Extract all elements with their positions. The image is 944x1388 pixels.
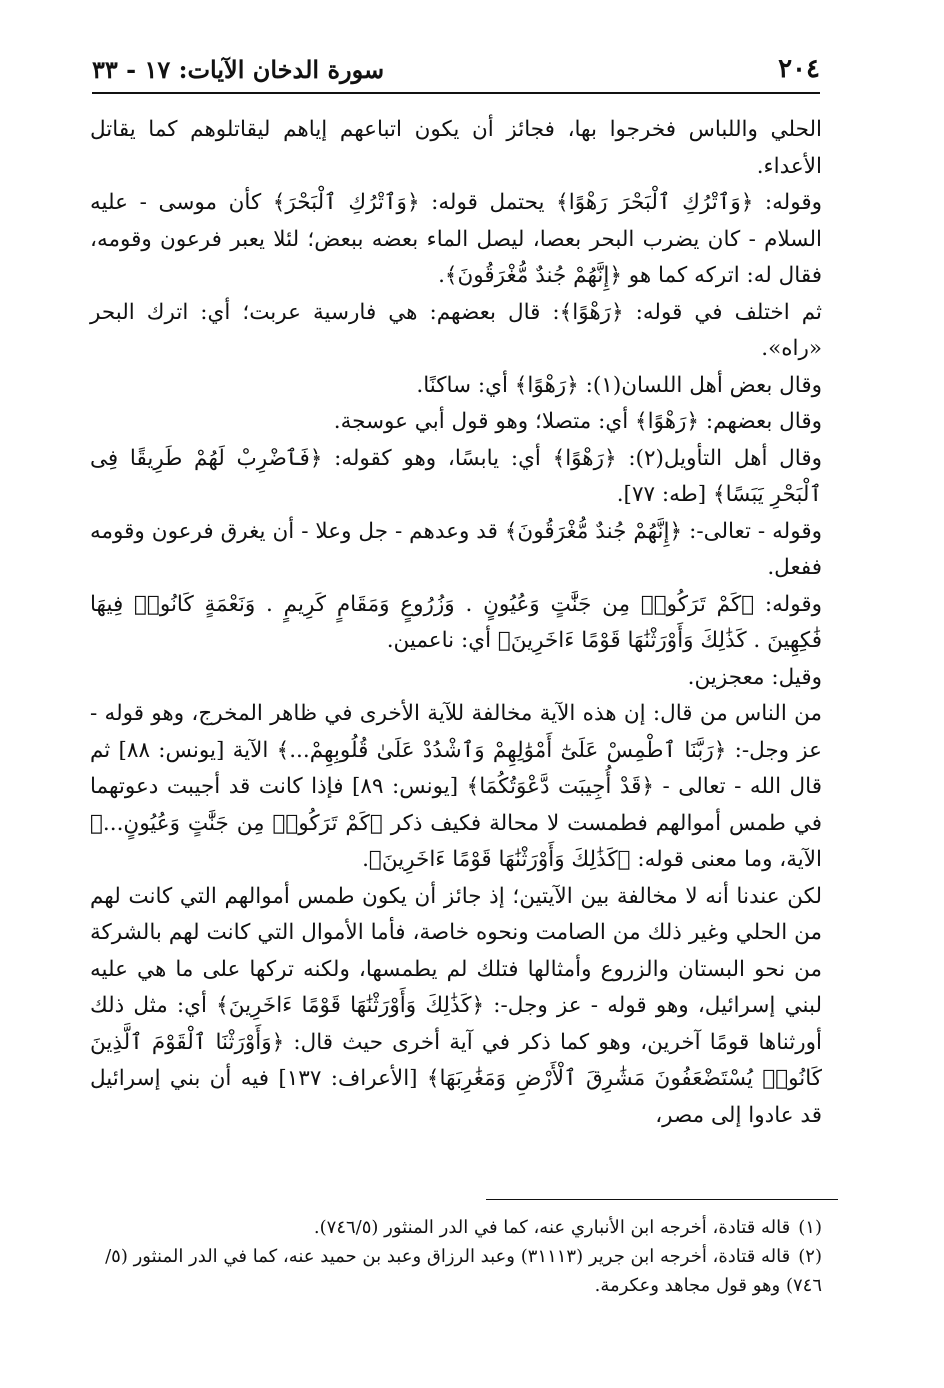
page-header	[92, 54, 820, 94]
paragraph: وقال بعضهم: ﴿رَهْوًا﴾ أي: متصلا؛ وهو قول أبي عوسجة.	[333, 409, 822, 434]
footnote-number: (١)	[798, 1217, 822, 1238]
footnote-text: قاله قتادة، أخرجه ابن الأنباري عنه، كما في الدر المنثور (٧٤٦/٥).	[313, 1217, 791, 1238]
paragraph: لكن عندنا أنه لا مخالفة بين الآيتين؛ إذ جائز أن يكون طمس أموالهم التي كانت لهم من الحلي وغير ذلك من الصامت ونحوه خاصة، فأما الأموال التي كانت لهم بالشركة من نحو البستان والزروع وأمثالها فتلك لم يطمسها، ولكنه تركها على ما هي عليه لبني إسرائيل، وهو قوله - عز وجل-: ﴿كَذَٰلِكَ وَأَوْرَثْنَٰهَا قَوْمًا ءَاخَرِينَ﴾ أي: مثل ذلك أورثناها قومًا آخرين، وهو كما ذكر في آية أخرى حيث قال: ﴿وَأَوْرَثْنَا ٱلْقَوْمَ ٱلَّذِينَ كَانُوا۟ يُسْتَضْعَفُونَ مَشَٰرِقَ ٱلْأَرْضِ وَمَغَٰرِبَهَا﴾ [الأعراف: ١٣٧] فيه أن بني إسرائيل قد عادوا إلى مصر،	[90, 883, 822, 1128]
paragraph: وقوله: ﴿وَٱتْرُكِ ٱلْبَحْرَ رَهْوًا﴾ يحتمل قوله: ﴿وَٱتْرُكِ ٱلْبَحْرَ﴾ كأن موسى - عليه السلام - كان يضرب البحر بعصا، ليصل الماء بعضه ببعض؛ لئلا يعبر فرعون وقومه، فقال له: اتركه كما هو ﴿إِنَّهُمْ جُندٌ مُّغْرَقُونَ﴾.	[90, 190, 822, 288]
paragraph: وقوله: ﴿كَمْ تَرَكُوا۟ مِن جَنَّٰتٍ وَعُيُونٍ . وَزُرُوعٍ وَمَقَامٍ كَرِيمٍ . وَنَعْمَةٍ كَانُوا۟ فِيهَا فَٰكِهِينَ . كَذَٰلِكَ وَأَوْرَثْنَٰهَا قَوْمًا ءَاخَرِينَ﴾ أي: ناعمين.	[90, 591, 822, 653]
paragraph: وقال بعض أهل اللسان(١): ﴿رَهْوًا﴾ أي: ساكنًا.	[416, 372, 822, 398]
footnote-divider	[486, 1199, 838, 1200]
page-number: ٢٠٤	[778, 54, 820, 84]
paragraph: وقوله - تعالى-: ﴿إِنَّهُمْ جُندٌ مُّغْرَقُونَ﴾ قد وعدهم - جل وعلا - أن يغرق فرعون وقومه ففعل.	[90, 518, 822, 580]
running-title: سورة الدخان الآيات: ١٧ - ٣٣	[92, 55, 385, 84]
paragraph: ثم اختلف في قوله: ﴿رَهْوًا﴾: قال بعضهم: هي فارسية عربت؛ أي: اترك البحر «راه».	[90, 299, 822, 361]
footnote-text: قاله قتادة، أخرجه ابن جرير (٣١١١٣) وعبد الرزاق وعبد بن حميد عنه، كما في الدر المنثور (٥/ ٧٤٦) وهو قول مجاهد وعكرمة.	[105, 1246, 822, 1296]
footnote-number: (٢)	[798, 1246, 822, 1267]
paragraph: الحلي واللباس فخرجوا بها، فجائز أن يكون اتباعهم إياهم ليقاتلوهم كما يقاتل الأعداء.	[90, 117, 822, 179]
footnote	[90, 1213, 822, 1242]
main-text	[90, 112, 822, 1134]
paragraph: وقال أهل التأويل(٢): ﴿رَهْوًا﴾ أي: يابسًا، وهو كقوله: ﴿فَٱضْرِبْ لَهُمْ طَرِيقًا فِى ٱلْبَحْرِ يَبَسًا﴾ [طه: ٧٧].	[90, 445, 822, 507]
paragraph: من الناس من قال: إن هذه الآية مخالفة للآية الأخرى في ظاهر المخرج، وهو قوله - عز وجل-: ﴿رَبَّنَا ٱطْمِسْ عَلَىٰٓ أَمْوَٰلِهِمْ وَٱشْدُدْ عَلَىٰ قُلُوبِهِمْ...﴾ الآية [يونس: ٨٨] ثم قال الله - تعالى - ﴿قَدْ أُجِيبَت دَّعْوَتُكُمَا﴾ [يونس: ٨٩] فإذا كانت قد أجيبت دعوتهما في طمس أموالهم فطمست لا محالة فكيف ذكر ﴿كَمْ تَرَكُوا۟ مِن جَنَّٰتٍ وَعُيُونٍ...﴾ الآية، وما معنى قوله: ﴿كَذَٰلِكَ وَأَوْرَثْنَٰهَا قَوْمًا ءَاخَرِينَ﴾.	[90, 701, 822, 872]
footnote	[90, 1242, 822, 1300]
footnotes	[90, 1213, 822, 1300]
paragraph: وقيل: معجزين.	[687, 664, 822, 690]
